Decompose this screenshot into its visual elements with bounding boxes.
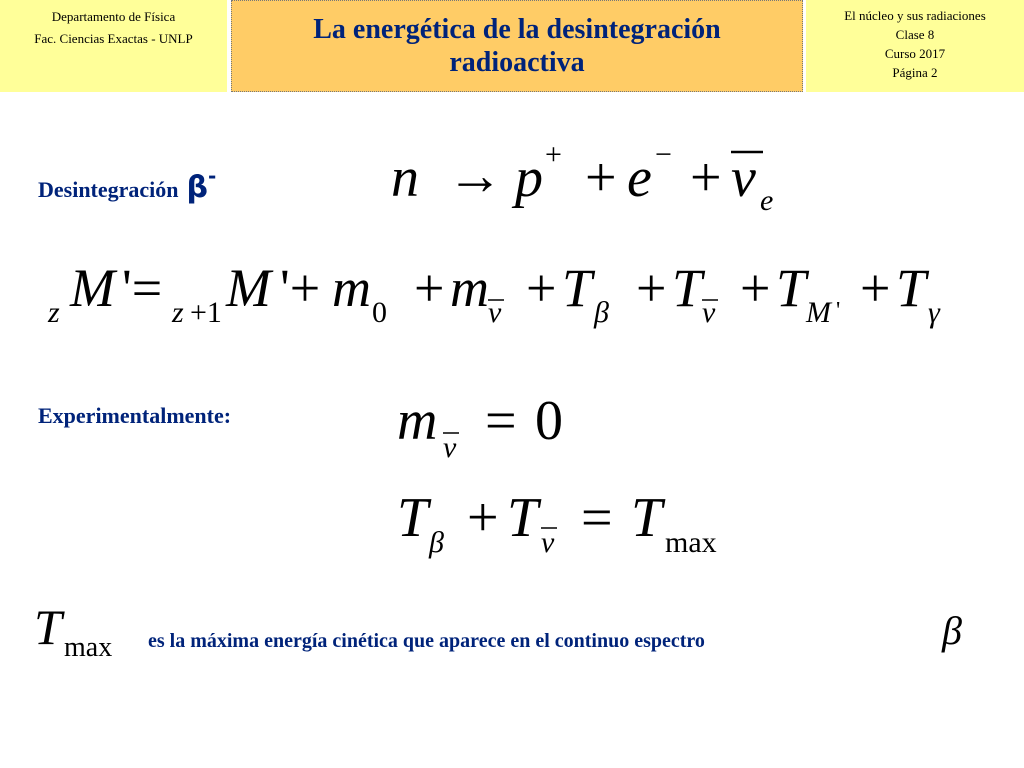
svg-text:ν: ν — [702, 296, 716, 329]
svg-text:max: max — [64, 632, 113, 660]
svg-text:z: z — [172, 296, 184, 329]
department-name: Departamento de Física — [51, 9, 176, 24]
beta-spectrum-symbol — [938, 608, 982, 658]
svg-text:'=: '= — [122, 258, 163, 318]
svg-text:=: = — [581, 487, 613, 549]
energy-balance-equation — [40, 250, 980, 340]
svg-text:→: → — [447, 145, 503, 207]
svg-text:ν: ν — [443, 431, 457, 464]
svg-text:e: e — [760, 184, 774, 217]
course-year: Curso 2017 — [884, 46, 946, 61]
course-topic: El núcleo y sus radiaciones — [844, 8, 986, 23]
svg-text:β: β — [594, 296, 609, 329]
svg-text:M: M — [226, 258, 271, 318]
svg-text:z: z — [48, 296, 60, 329]
svg-text:γ: γ — [928, 296, 940, 329]
svg-text:0: 0 — [372, 296, 387, 329]
svg-text:m: m — [450, 258, 489, 318]
svg-text:+: + — [467, 487, 499, 549]
svg-text:T: T — [34, 600, 62, 655]
tmax-description: es la máxima energía cinética que aparece en el continuo espectro — [148, 630, 705, 652]
svg-text:ν: ν — [488, 296, 502, 329]
svg-text:+1: +1 — [190, 296, 222, 329]
page-number: Página 2 — [892, 65, 938, 80]
neutrino-mass-equation — [395, 385, 595, 465]
svg-text:T: T — [672, 258, 703, 318]
beta-decay-text: Desintegración — [38, 177, 179, 202]
svg-text:m: m — [397, 390, 438, 452]
svg-text:T: T — [631, 487, 663, 549]
svg-text:β: β — [942, 608, 962, 653]
svg-text:p: p — [515, 147, 543, 209]
header-right-panel — [806, 0, 1024, 92]
svg-text:0: 0 — [535, 390, 563, 452]
svg-text:T: T — [562, 258, 593, 318]
svg-text:': ' — [836, 298, 841, 324]
svg-text:M: M — [70, 258, 115, 318]
class-number: Clase 8 — [895, 27, 935, 42]
svg-text:+: + — [414, 258, 445, 318]
tmax-symbol — [32, 600, 132, 660]
svg-text:ν: ν — [731, 147, 756, 209]
svg-text:β: β — [429, 526, 444, 559]
experimentally-label: Experimentalmente: — [38, 403, 232, 428]
svg-text:T: T — [507, 487, 539, 549]
kinetic-energy-equation — [395, 482, 755, 562]
svg-text:max: max — [665, 526, 717, 559]
svg-text:m: m — [332, 258, 371, 318]
svg-text:T: T — [397, 487, 429, 549]
page-title: La energética de la desintegración radioactiva — [313, 14, 721, 78]
svg-text:'+: '+ — [280, 258, 321, 318]
svg-text:+: + — [860, 258, 891, 318]
svg-text:n: n — [391, 147, 419, 209]
header-title-panel — [231, 0, 803, 92]
svg-text:T: T — [776, 258, 807, 318]
svg-text:+: + — [740, 258, 771, 318]
svg-text:ν: ν — [541, 526, 555, 559]
svg-text:e: e — [627, 147, 652, 209]
beta-charge: - — [208, 164, 217, 188]
svg-text:+: + — [636, 258, 667, 318]
neutron-decay-equation — [385, 130, 805, 220]
faculty-name: Fac. Ciencias Exactas - UNLP — [34, 31, 193, 46]
svg-text:−: − — [655, 138, 672, 171]
svg-text:+: + — [585, 147, 617, 209]
svg-text:+: + — [690, 147, 722, 209]
beta-symbol: β — [186, 170, 209, 205]
header-left-panel — [0, 0, 227, 92]
svg-text:+: + — [545, 138, 562, 171]
svg-text:=: = — [485, 390, 517, 452]
svg-text:M: M — [806, 296, 831, 329]
svg-text:+: + — [526, 258, 557, 318]
svg-text:T: T — [896, 258, 927, 318]
beta-decay-label — [38, 164, 216, 205]
